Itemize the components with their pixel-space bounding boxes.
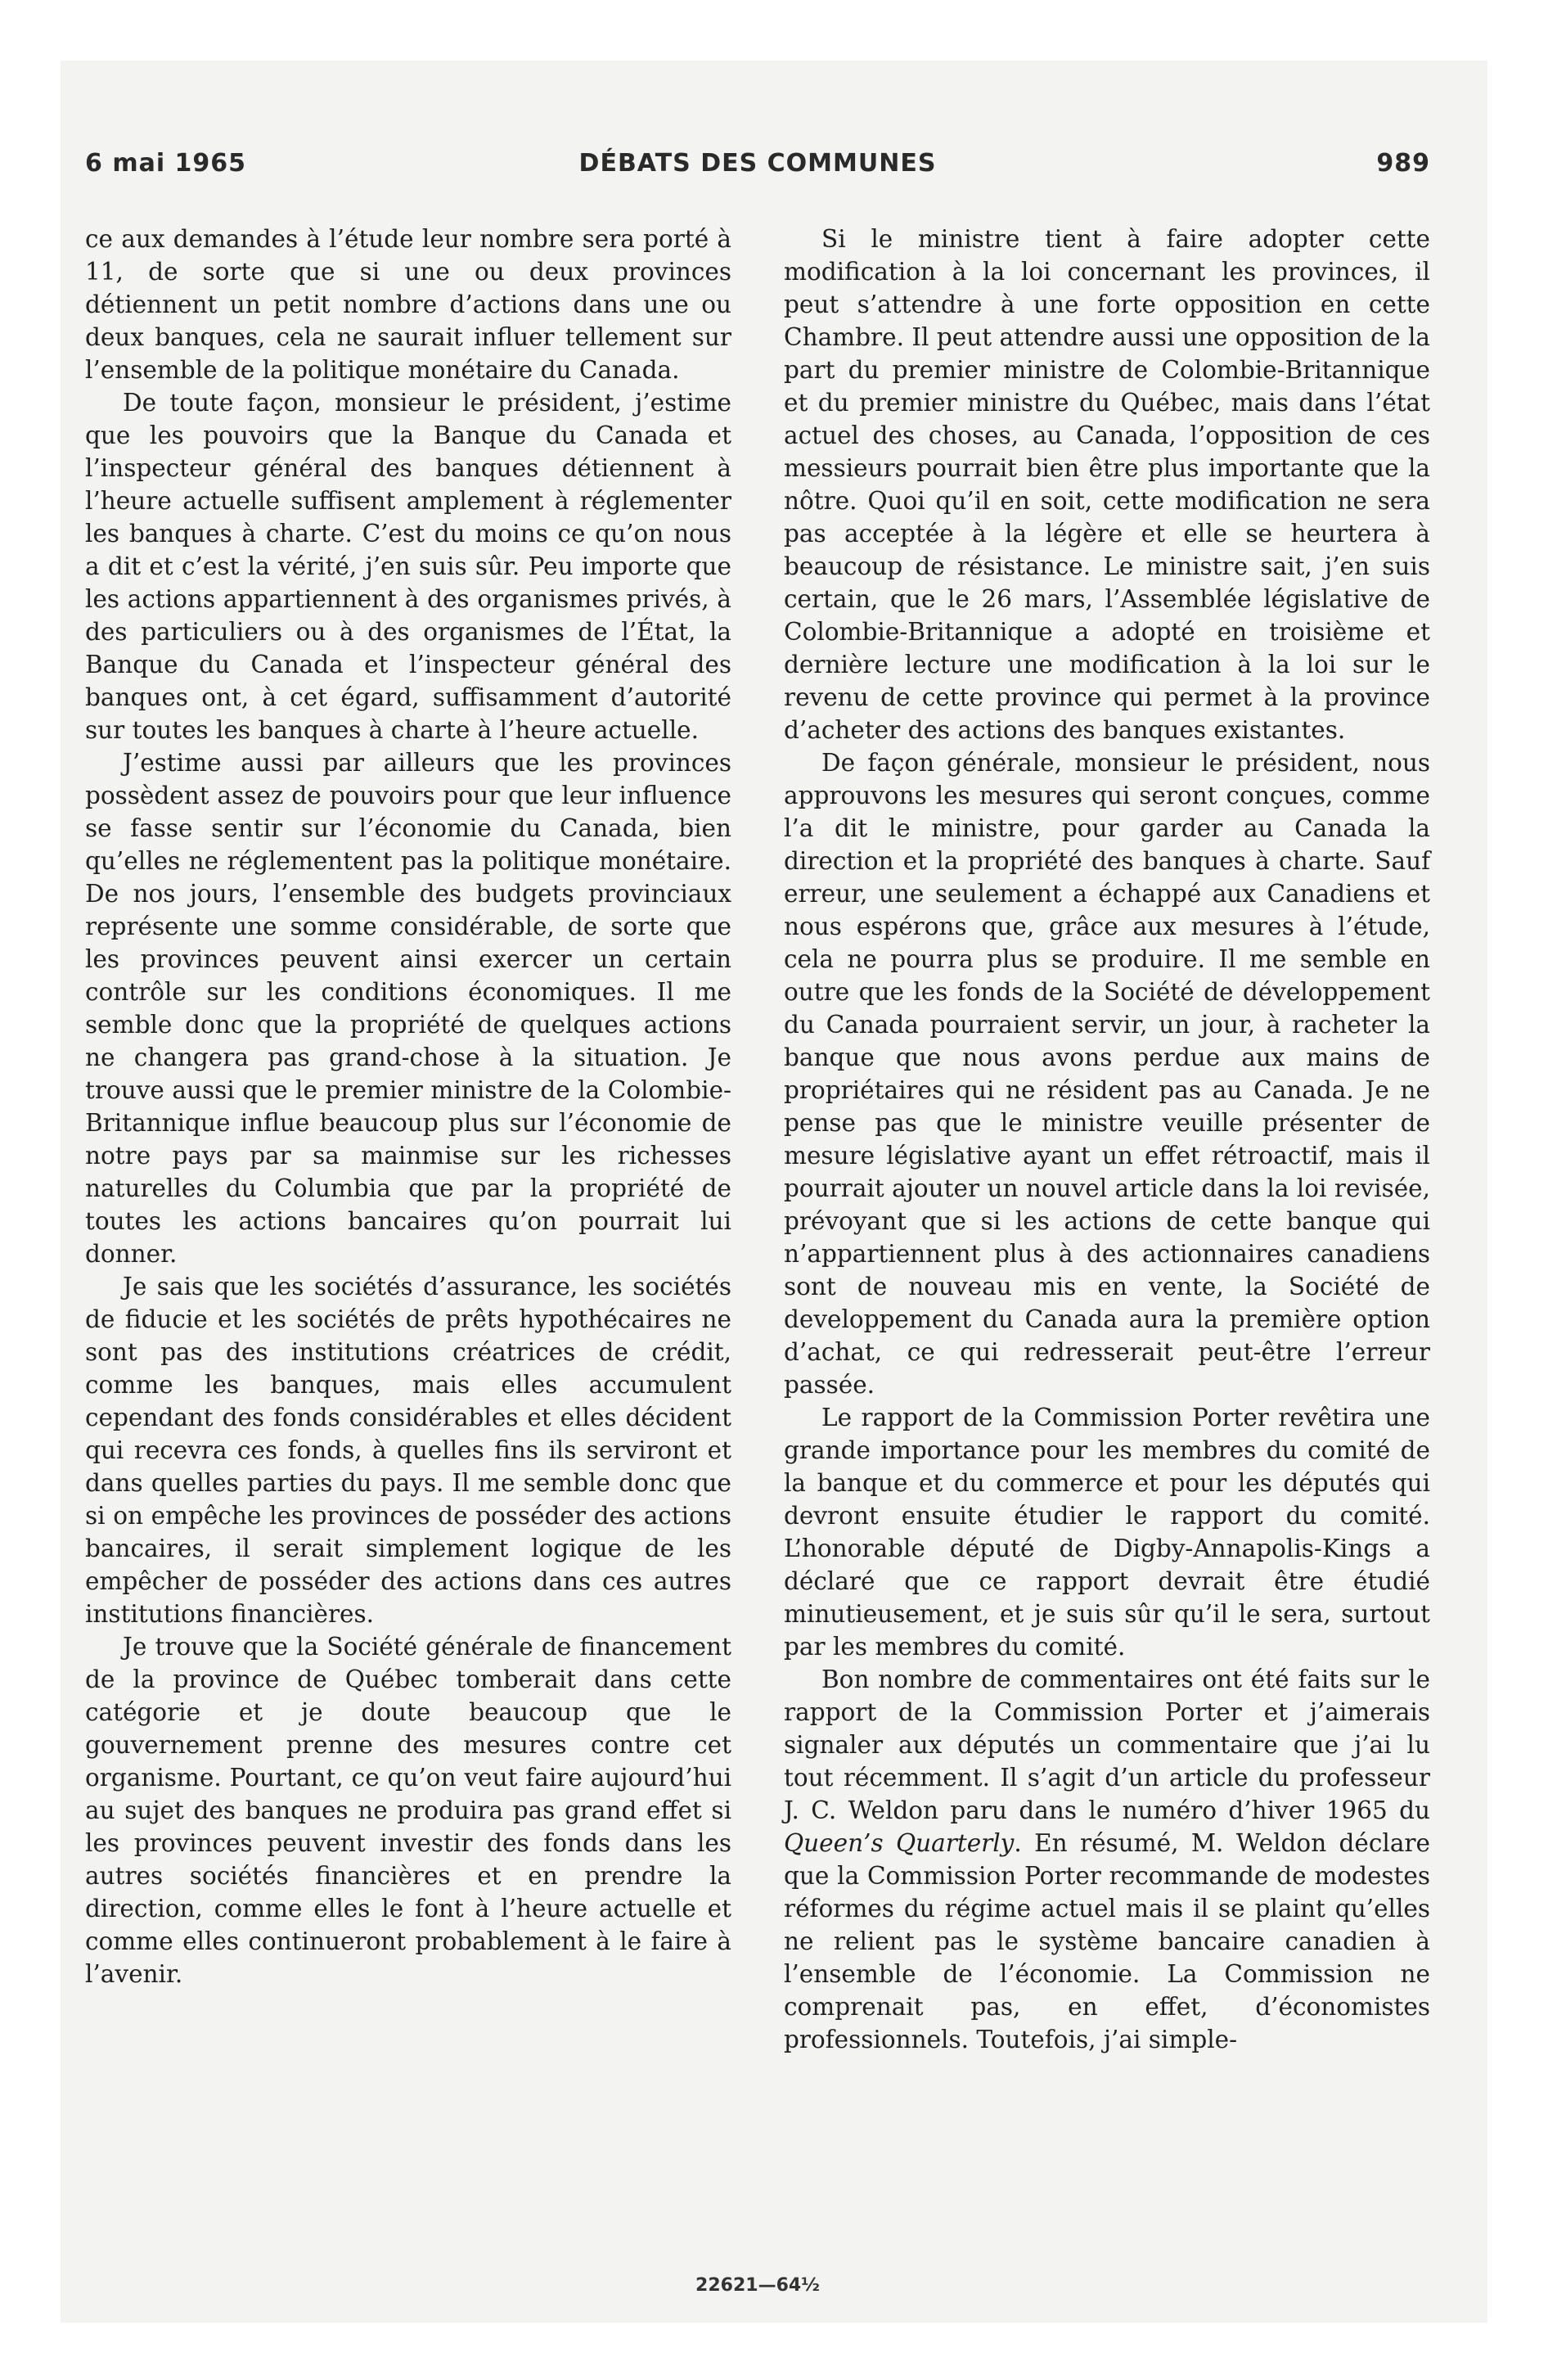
paragraph: ce aux demandes à l’étude leur nombre sera porté à 11, de sorte que si une ou deux provinces détiennent un petit nombre d’actions dans une ou deux banques, cela ne saurait influer tellement sur l’ensemble de la politique monétaire du Canada. — [85, 225, 731, 384]
paragraph — [784, 1663, 1430, 2056]
paragraph: Le rapport de la Commission Porter revêtira une grande importance pour les membres du comité de la banque et du commerce et pour les députés qui devront ensuite étudier le rapport du comité. L’honorable député de Digby-Annapolis-Kings a déclaré que ce rapport devrait être étudié minutieusement, et je suis sûr qu’il le sera, surtout par les membres du comité. — [784, 1404, 1430, 1661]
paragraph: Je sais que les sociétés d’assurance, les sociétés de fiducie et les sociétés de prêts hypothécaires ne sont pas des institutions créatrices de crédit, comme les banques, mais elles accumulent cependant des fonds considérables et elles décident qui recevra ces fonds, à quelles fins ils serviront et dans quelles parties du pays. Il me semble donc que si on empêche les provinces de posséder des actions bancaires, il serait simplement logique de les empêcher de posséder des actions dans ces autres institutions financières. — [85, 1273, 731, 1628]
left-column — [85, 223, 731, 1990]
footer-code: 22621—64½ — [695, 2275, 820, 2296]
journal-title: Queen’s Quarterly — [784, 1829, 1015, 1857]
paragraph-text: . En résumé, M. Weldon déclare que la Commission Porter recommande de modestes réformes du régime actuel mais il se plaint qu’elles ne relient pas le système bancaire canadien à l’ensemble de l’économie. La Commission ne comprenait pas, en effet, d’économistes professionnels. Toutefois, j’ai simple- — [784, 1829, 1430, 2053]
header-page-number: 989 — [1376, 149, 1430, 178]
paragraph: Si le ministre tient à faire adopter cette modification à la loi concernant les provinces, il peut s’attendre à une forte opposition en cette Chambre. Il peut attendre aussi une opposition de la part du premier ministre de Colombie-Britannique et du premier ministre du Québec, mais dans l’état actuel des choses, au Canada, l’opposition de ces messieurs pourrait bien être plus importante que la nôtre. Quoi qu’il en soit, cette modification ne sera pas acceptée à la légère et elle se heurtera à beaucoup de résistance. Le ministre sait, j’en suis certain, que le 26 mars, l’Assemblée législative de Colombie-Britannique a adopté en troisième et dernière lecture une modification à la loi sur le revenu de cette province qui permet à la province d’acheter des actions des banques existantes. — [784, 225, 1430, 744]
document-page — [85, 149, 1430, 2296]
paragraph: De toute façon, monsieur le président, j’estime que les pouvoirs que la Banque du Canada et l’inspecteur général des banques détiennent à l’heure actuelle suffisent amplement à réglementer les banques à charte. C’est du moins ce qu’on nous a dit et c’est la vérité, j’en suis sûr. Peu importe que les actions appartiennent à des organismes privés, à des particuliers ou à des organismes de l’État, la Banque du Canada et l’inspecteur général des banques ont, à cet égard, suffisamment d’autorité sur toutes les banques à charte à l’heure actuelle. — [85, 389, 731, 744]
page-header — [85, 149, 1430, 198]
right-column — [784, 223, 1430, 2056]
paragraph: De façon générale, monsieur le président, nous approuvons les mesures qui seront conçues, comme l’a dit le ministre, pour garder au Canada la direction et la propriété des banques à charte. Sauf erreur, une seulement a échappé aux Canadiens et nous espérons que, grâce aux mesures à l’étude, cela ne pourra plus se produire. Il me semble en outre que les fonds de la Société de développement du Canada pourraient servir, un jour, à racheter la banque que nous avons perdue aux mains de propriétaires qui ne résident pas au Canada. Je ne pense pas que le ministre veuille présenter de mesure législative ayant un effet rétroactif, mais il pourrait ajouter un nouvel article dans la loi revisée, prévoyant que si les actions de cette banque qui n’appartiennent plus à des actionnaires canadiens sont de nouveau mis en vente, la Société de developpement du Canada aura la première option d’achat, ce qui redresserait peut-être l’erreur passée. — [784, 749, 1430, 1399]
paragraph-text: Bon nombre de commentaires ont été faits sur le rapport de la Commission Porter et j’aimerais signaler aux députés un commentaire que j’ai lu tout récemment. Il s’agit d’un article du professeur J. C. Weldon paru dans le numéro d’hiver 1965 du — [784, 1666, 1430, 1824]
header-date: 6 mai 1965 — [85, 149, 247, 178]
paragraph: Je trouve que la Société générale de financement de la province de Québec tomberait dans cette catégorie et je doute beaucoup que le gouvernement prenne des mesures contre cet organisme. Pourtant, ce qu’on veut faire aujourd’hui au sujet des banques ne produira pas grand effet si les provinces peuvent investir des fonds dans les autres sociétés financières et en prendre la direction, comme elles le font à l’heure actuelle et comme elles continueront probablement à le faire à l’avenir. — [85, 1633, 731, 1988]
header-title: DÉBATS DES COMMUNES — [578, 149, 937, 178]
paragraph: J’estime aussi par ailleurs que les provinces possèdent assez de pouvoirs pour que leur influence se fasse sentir sur l’économie du Canada, bien qu’elles ne réglementent pas la politique monétaire. De nos jours, l’ensemble des budgets provinciaux représente une somme considérable, de sorte que les provinces peuvent ainsi exercer un certain contrôle sur les conditions économiques. Il me semble donc que la propriété de quelques actions ne changera pas grand-chose à la situation. Je trouve aussi que le premier ministre de la Colombie-Britannique influe beaucoup plus sur l’économie de notre pays par sa mainmise sur les richesses naturelles du Columbia que par la propriété de toutes les actions bancaires qu’on pourrait lui donner. — [85, 749, 731, 1268]
